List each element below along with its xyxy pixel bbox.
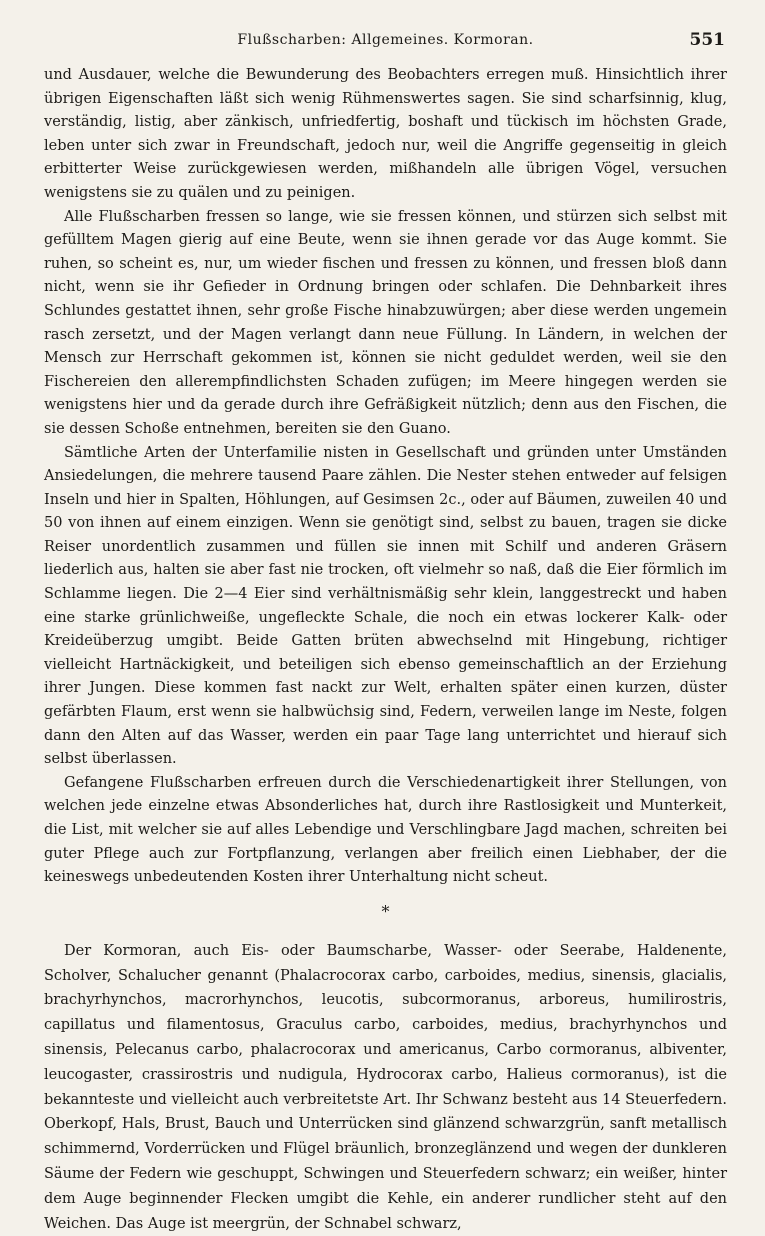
paragraph: Gefangene Flußscharben erfreuen durch die Verschiedenartigkeit ihrer Stellungen, von welchen jede einzelne etwas Absonderliches hat, durch ihre Rastlosigkeit und Munterkeit, die List, mit welcher sie auf alles Lebendige und Verschlingbare Jagd machen, schreiten bei guter Pflege auch zur Fortpflanzung, verlangen aber freilich einen Liebhaber, der die keineswegs unbedeutenden Kosten ihrer Unterhaltung nicht scheut. (44, 774, 727, 886)
section-separator: * (381, 901, 390, 921)
paragraph: Alle Flußscharben fressen so lange, wie sie fressen können, und stürzen sich selbst mit gefülltem Magen gierig auf eine Beute, wenn sie ihnen gerade vor das Auge kommt. Sie ruhen, so scheint es, nur, um wieder fischen und fressen zu können, und fressen bloß dann nicht, wenn sie ihr Gefieder in Ordnung bringen oder schlafen. Die Dehnbarkeit ihres Schlundes gestattet ihnen, sehr große Fische hinabzuwürgen; aber diese werden ungemein rasch zersetzt, und der Magen verlangt dann neue Füllung. In Ländern, in welchen der Mensch zur Herrschaft gekommen ist, können sie nicht geduldet werden, weil sie den Fischereien den allerempfindlichsten Schaden zufügen; im Meere hingegen werden sie wenigstens hier und da gerade durch ihre Gefräßigkeit nützlich; denn aus den Fischen, die sie dessen Schoße entnehmen, bereiten sie den Guano. (44, 208, 727, 437)
paragraph: Sämtliche Arten der Unterfamilie nisten in Gesellschaft und gründen unter Umständen Ansiedelungen, die mehrere tausend Paare zählen. Die Nester stehen entweder auf felsigen Inseln und hier in Spalten, Höhlungen, auf Gesimsen 2c., oder auf Bäumen, zuweilen 40 und 50 von ihnen auf einem einzigen. Wenn sie genötigt sind, selbst zu bauen, tragen sie dicke Reiser unordentlich zusammen und füllen sie innen mit Schilf und anderen Gräsern liederlich aus, halten sie aber fast nie trocken, oft vielmehr so naß, daß die Eier förmlich im Schlamme liegen. Die 2—4 Eier sind verhältnismäßig sehr klein, langgestreckt und haben eine starke grünlichweiße, ungefleckte Schale, die noch ein etwas lockerer Kalk- oder Kreideüberzug umgibt. Beide Gatten brüten abwechselnd mit Hingebung, richtiger vielleicht Hartnäckigkeit, und beteiligen sich ebenso gemeinschaftlich an der Erziehung ihrer Jungen. Diese kommen fast nackt zur Welt, erhalten später einen kurzen, düster gefärbten Flaum, erst wenn sie halbwüchsig sind, Federn, verweilen lange im Neste, folgen dann den Alten auf das Wasser, werden ein paar Tage lang unterrichtet und hierauf sich selbst überlassen. (44, 444, 727, 768)
paragraph: Der Kormoran, auch Eis- oder Baumscharbe, Wasser- oder Seerabe, Haldenente, Scholver, Schalucher genannt (Phalacrocorax carbo, carboides, medius, sinensis, glacialis, brachyrhynchos, macrorhynchos, leucotis, subcormoranus, arboreus, humilirostris, capillatus und filamentosus, Graculus carbo, carboides, medius, brachyrhynchos und sinensis, Pelecanus carbo, phalacrocorax und americanus, Carbo cormoranus, albiventer, leucogaster, crassirostris und nudigula, Hydrocorax carbo, Halieus cormoranus), ist die bekannteste und vielleicht auch verbreitetste Art. Ihr Schwanz besteht aus 14 Steuerfedern. Oberkopf, Hals, Brust, Bauch und Unterrücken sind glänzend schwarzgrün, sanft metallisch schimmernd, Vorderrücken und Flügel bräunlich, bronzeglänzend und wegen der dunkleren Säume der Federn wie geschuppt, Schwingen und Steuerfedern schwarz; ein weißer, hinter dem Auge beginnender Flecken umgibt die Kehle, ein anderer rundlicher steht auf den Weichen. Das Auge ist meergrün, der Schnabel schwarz, (44, 942, 727, 1232)
page-number: 551 (689, 30, 725, 50)
page-header (44, 28, 727, 58)
paragraph: und Ausdauer, welche die Bewunderung des Beobachters erregen muß. Hinsichtlich ihrer übrigen Eigenschaften läßt sich wenig Rühmenswertes sagen. Sie sind scharfsinnig, klug, verständig, listig, aber zänkisch, unfriedfertig, boshaft und tückisch im höchsten Grade, leben unter sich zwar in Freundschaft, jedoch nur, weil die Angriffe gegenseitig in gleich erbitterter Weise zurückgewiesen werden, mißhandeln alle übrigen Vögel, versuchen wenigstens sie zu quälen und zu peinigen. (44, 67, 727, 201)
running-title: Flußscharben: Allgemeines. Kormoran. (237, 32, 534, 48)
kormoran-section (44, 939, 727, 1236)
main-text (44, 64, 727, 890)
